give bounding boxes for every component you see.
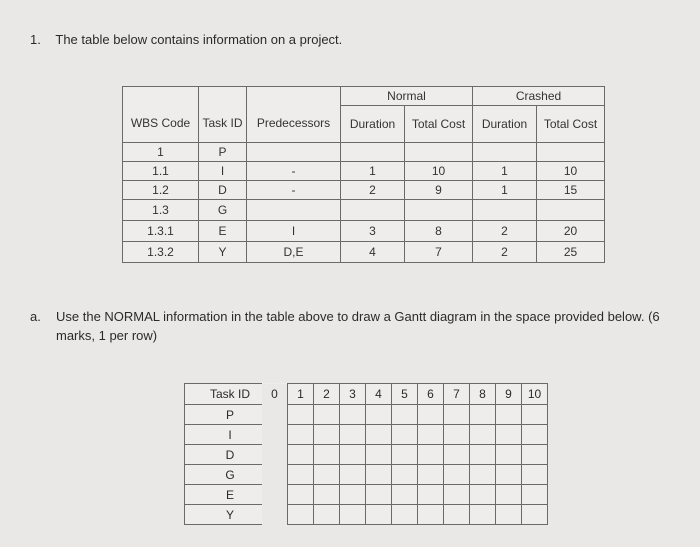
normal-duration-cell: 2 [341, 181, 405, 200]
gantt-cell[interactable] [418, 465, 444, 485]
question-1-text: The table below contains information on a project. [55, 32, 343, 47]
gantt-cell[interactable] [392, 465, 418, 485]
crashed-cost-header: Total Cost [537, 106, 605, 143]
timeline-tick: 4 [366, 384, 392, 405]
task-cell: P [199, 143, 247, 162]
crashed-duration-cell: 2 [473, 221, 537, 242]
gantt-row[interactable] [262, 425, 548, 445]
gantt-cell[interactable] [288, 425, 314, 445]
wbs-cell: 1.3.2 [123, 242, 199, 263]
crashed-cost-cell: 20 [537, 221, 605, 242]
gantt-cell[interactable] [470, 465, 496, 485]
timeline-tick: 5 [392, 384, 418, 405]
normal-duration-cell [341, 200, 405, 221]
normal-duration-header: Duration [341, 106, 405, 143]
gantt-cell[interactable] [522, 405, 548, 425]
gantt-row[interactable] [262, 405, 548, 425]
question-1 [30, 32, 342, 47]
gantt-cell[interactable] [314, 445, 340, 465]
gantt-cell[interactable] [418, 445, 444, 465]
crashed-group-header: Crashed [473, 87, 605, 106]
gantt-task-header: Task ID [185, 384, 276, 405]
gantt-cell[interactable] [522, 425, 548, 445]
gantt-cell[interactable] [340, 465, 366, 485]
gantt-cell[interactable] [418, 405, 444, 425]
wbs-cell: 1.3 [123, 200, 199, 221]
wbs-header: WBS Code [123, 106, 199, 143]
crashed-duration-cell [473, 143, 537, 162]
timeline-tick: 10 [522, 384, 548, 405]
gantt-task-label: G [185, 465, 276, 485]
pred-cell: - [247, 162, 341, 181]
table-row [123, 221, 605, 242]
table-row [123, 242, 605, 263]
gantt-task-label: P [185, 405, 276, 425]
gantt-cell[interactable] [496, 405, 522, 425]
gantt-cell[interactable] [288, 405, 314, 425]
crashed-duration-cell: 1 [473, 181, 537, 200]
gantt-row-spacer [262, 485, 288, 505]
gantt-cell[interactable] [340, 485, 366, 505]
gantt-cell[interactable] [444, 505, 470, 525]
gantt-cell[interactable] [340, 505, 366, 525]
crashed-cost-cell: 25 [537, 242, 605, 263]
gantt-cell[interactable] [392, 485, 418, 505]
gantt-cell[interactable] [496, 485, 522, 505]
predecessors-header: Predecessors [247, 106, 341, 143]
normal-cost-cell: 8 [405, 221, 473, 242]
wbs-cell: 1.3.1 [123, 221, 199, 242]
gantt-row-spacer [262, 505, 288, 525]
question-a [30, 307, 680, 345]
normal-cost-cell: 7 [405, 242, 473, 263]
normal-duration-cell: 1 [341, 162, 405, 181]
gantt-cell[interactable] [496, 425, 522, 445]
gantt-cell[interactable] [314, 405, 340, 425]
pred-cell: - [247, 181, 341, 200]
table-row [123, 181, 605, 200]
gantt-cell[interactable] [314, 425, 340, 445]
timeline-tick: 7 [444, 384, 470, 405]
gantt-row-spacer [262, 445, 288, 465]
gantt-cell[interactable] [470, 405, 496, 425]
gantt-cell[interactable] [418, 425, 444, 445]
table-row [123, 143, 605, 162]
gantt-cell[interactable] [496, 445, 522, 465]
wbs-cell: 1.1 [123, 162, 199, 181]
task-cell: Y [199, 242, 247, 263]
normal-duration-cell [341, 143, 405, 162]
gantt-row[interactable] [262, 465, 548, 485]
wbs-cell: 1 [123, 143, 199, 162]
table-row [123, 200, 605, 221]
gantt-cell[interactable] [444, 425, 470, 445]
pred-cell [247, 143, 341, 162]
gantt-cell[interactable] [366, 485, 392, 505]
gantt-cell[interactable] [392, 505, 418, 525]
task-header: Task ID [199, 106, 247, 143]
gantt-cell[interactable] [392, 425, 418, 445]
crashed-cost-cell [537, 200, 605, 221]
gantt-cell[interactable] [366, 405, 392, 425]
gantt-task-label: D [185, 445, 276, 465]
gantt-task-label: E [185, 485, 276, 505]
gantt-row[interactable] [262, 485, 548, 505]
gantt-grid[interactable] [262, 383, 548, 525]
gantt-cell[interactable] [340, 405, 366, 425]
normal-group-header: Normal [341, 87, 473, 106]
timeline-tick: 6 [418, 384, 444, 405]
question-a-text: Use the NORMAL information in the table above to draw a Gantt diagram in the space provided below. (6 marks, 1 per row) [56, 309, 660, 343]
crashed-cost-cell: 15 [537, 181, 605, 200]
gantt-task-label: Y [185, 505, 276, 525]
normal-cost-cell [405, 143, 473, 162]
gantt-cell[interactable] [470, 425, 496, 445]
gantt-cell[interactable] [340, 445, 366, 465]
crashed-duration-header: Duration [473, 106, 537, 143]
gantt-row-spacer [262, 425, 288, 445]
gantt-row-spacer [262, 405, 288, 425]
gantt-cell[interactable] [366, 465, 392, 485]
timeline-tick: 0 [262, 384, 288, 405]
gantt-cell[interactable] [288, 505, 314, 525]
gantt-cell[interactable] [392, 445, 418, 465]
normal-cost-cell [405, 200, 473, 221]
gantt-cell[interactable] [522, 445, 548, 465]
timeline-tick: 9 [496, 384, 522, 405]
gantt-cell[interactable] [470, 485, 496, 505]
gantt-cell[interactable] [470, 505, 496, 525]
gantt-cell[interactable] [444, 405, 470, 425]
gantt-cell[interactable] [314, 485, 340, 505]
crashed-cost-cell [537, 143, 605, 162]
gantt-cell[interactable] [444, 485, 470, 505]
gantt-row[interactable] [262, 445, 548, 465]
timeline-tick: 2 [314, 384, 340, 405]
normal-duration-cell: 3 [341, 221, 405, 242]
timeline-tick: 8 [470, 384, 496, 405]
gantt-cell[interactable] [522, 505, 548, 525]
task-cell: D [199, 181, 247, 200]
gantt-cell[interactable] [288, 445, 314, 465]
crashed-cost-cell: 10 [537, 162, 605, 181]
task-cell: I [199, 162, 247, 181]
crashed-duration-cell [473, 200, 537, 221]
gantt-row-spacer [262, 465, 288, 485]
gantt-cell[interactable] [496, 465, 522, 485]
crashed-duration-cell: 2 [473, 242, 537, 263]
gantt-cell[interactable] [470, 445, 496, 465]
gantt-cell[interactable] [288, 485, 314, 505]
normal-cost-header: Total Cost [405, 106, 473, 143]
normal-cost-cell: 10 [405, 162, 473, 181]
gantt-row[interactable] [262, 505, 548, 525]
question-a-number: a. [30, 309, 41, 324]
gantt-cell[interactable] [288, 465, 314, 485]
gantt-cell[interactable] [496, 505, 522, 525]
gantt-cell[interactable] [366, 425, 392, 445]
wbs-cell: 1.2 [123, 181, 199, 200]
gantt-cell[interactable] [418, 505, 444, 525]
project-table [122, 86, 605, 263]
normal-duration-cell: 4 [341, 242, 405, 263]
gantt-cell[interactable] [418, 485, 444, 505]
gantt-task-label: I [185, 425, 276, 445]
task-cell: G [199, 200, 247, 221]
crashed-duration-cell: 1 [473, 162, 537, 181]
gantt-cell[interactable] [366, 445, 392, 465]
gantt-cell[interactable] [392, 405, 418, 425]
gantt-cell[interactable] [444, 445, 470, 465]
gantt-cell[interactable] [314, 465, 340, 485]
pred-cell: D,E [247, 242, 341, 263]
gantt-cell[interactable] [340, 425, 366, 445]
question-1-number: 1. [30, 32, 41, 47]
normal-cost-cell: 9 [405, 181, 473, 200]
pred-cell [247, 200, 341, 221]
gantt-timeline [262, 384, 548, 405]
pred-cell: I [247, 221, 341, 242]
task-cell: E [199, 221, 247, 242]
gantt-cell[interactable] [522, 465, 548, 485]
timeline-tick: 3 [340, 384, 366, 405]
timeline-tick: 1 [288, 384, 314, 405]
table-row [123, 162, 605, 181]
gantt-cell[interactable] [366, 505, 392, 525]
gantt-cell[interactable] [522, 485, 548, 505]
gantt-cell[interactable] [444, 465, 470, 485]
gantt-cell[interactable] [314, 505, 340, 525]
